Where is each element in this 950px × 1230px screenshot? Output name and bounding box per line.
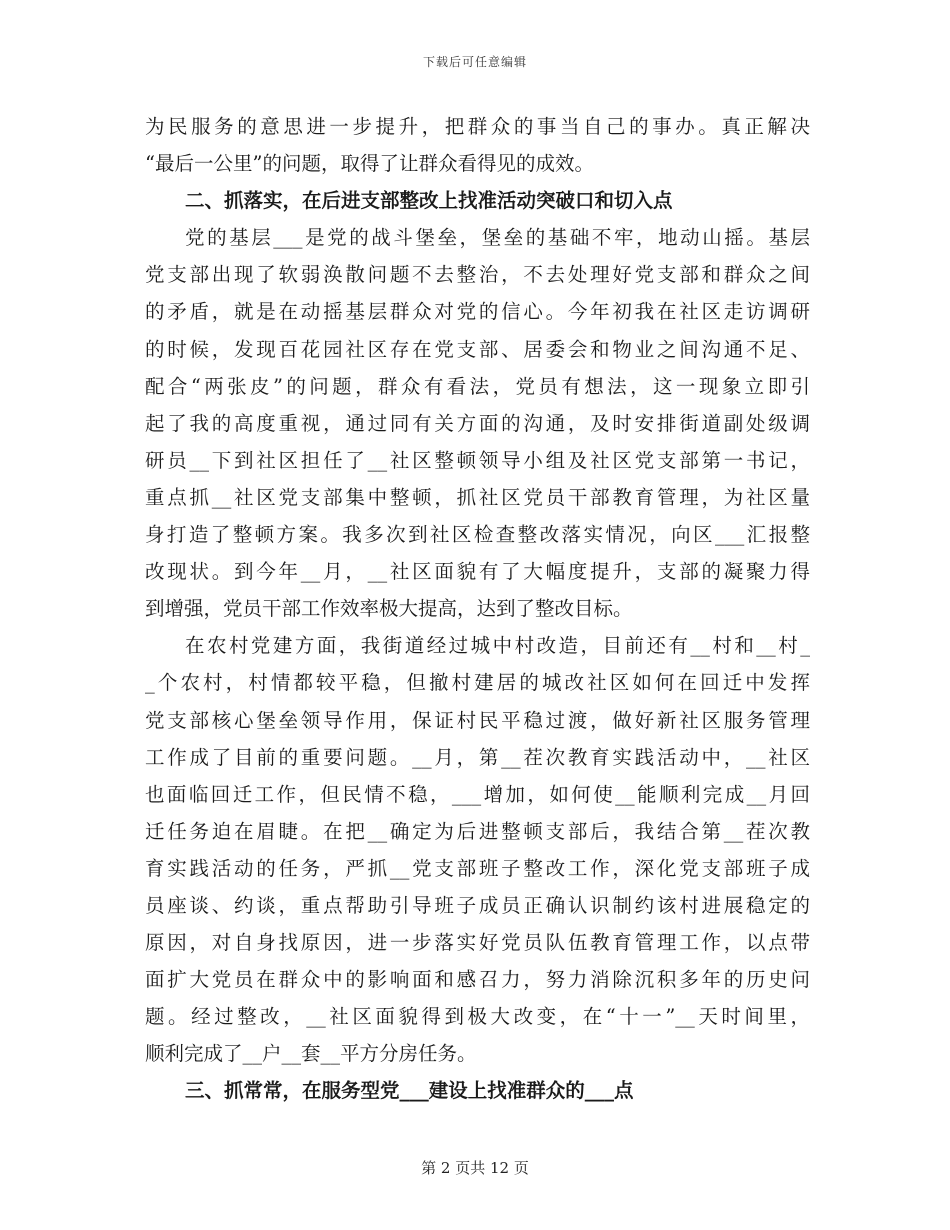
text-line: 员座谈、约谈，重点帮助引导班子成员正确认识制约该村进展稳定的 (145, 893, 810, 917)
text-line: 配合“两张皮”的问题，群众有看法，党员有想法，这一现象立即引 (145, 374, 810, 398)
text-line: 顺利完成了__户__套__平方分房任务。 (145, 1042, 477, 1066)
text-line: 的矛盾，就是在动摇基层群众对党的信心。今年初我在社区走访调研 (145, 300, 810, 324)
text-line: 党支部核心堡垒领导作用，保证村民平稳过渡，做好新社区服务管理 (145, 708, 810, 732)
text-line: “最后一公里”的问题，取得了让群众看得见的成效。 (145, 152, 594, 176)
section-heading-2: 二、抓落实，在后进支部整改上找准活动突破口和切入点 (185, 189, 673, 213)
text-line: 重点抓__社区党支部集中整顿，抓社区党员干部教育管理，为社区量 (145, 485, 810, 509)
text-line: 工作成了目前的重要问题。__月，第__茬次教育实践活动中，__社区 (145, 745, 810, 769)
text-line: 也面临回迁工作，但民情不稳，___增加，如何使__能顺利完成__月回 (145, 782, 810, 806)
text-line: 为民服务的意思进一步提升，把群众的事当自己的事办。真正解决 (145, 115, 810, 138)
document-body (145, 108, 810, 1110)
paragraph-grassroots (145, 219, 810, 627)
text-line: 迁任务迫在眉睫。在把__确定为后进整顿支部后，我结合第__茬次教 (145, 819, 810, 843)
text-line: 党的基层___是党的战斗堡垒，堡垒的基础不牢，地动山摇。基层 (185, 226, 810, 250)
text-line: 育实践活动的任务，严抓__党支部班子整改工作，深化党支部班子成 (145, 856, 810, 880)
text-line: 面扩大党员在群众中的影响面和感召力，努力消除沉积多年的历史问 (145, 968, 810, 992)
page-number-footer: 第 2 页共 12 页 (421, 1159, 529, 1177)
text-line: 党支部出现了软弱涣散问题不去整治，不去处理好党支部和群众之间 (145, 263, 810, 287)
page-header: 下载后可任意编辑 (422, 55, 527, 69)
paragraph-rural (145, 627, 810, 1072)
section-heading-3: 三、抓常常，在服务型党___建设上找准群众的___点 (185, 1079, 634, 1103)
text-line: 原因，对自身找原因，进一步落实好党员队伍教育管理工作，以点带 (145, 931, 810, 955)
text-line: 身打造了整顿方案。我多次到社区检查整改落实情况，向区___汇报整 (145, 523, 810, 547)
text-line: 题。经过整改，__社区面貌得到极大改变，在“十一”__天时间里， (145, 1005, 810, 1029)
text-line: 起了我的高度重视，通过同有关方面的沟通，及时安排街道副处级调 (145, 411, 810, 435)
text-line: _个农村，村情都较平稳，但撤村建居的城改社区如何在回迁中发挥 (145, 671, 810, 695)
text-line: 的时候，发现百花园社区存在党支部、居委会和物业之间沟通不足、 (145, 337, 810, 361)
text-line: 在农村党建方面，我街道经过城中村改造，目前还有__村和__村_ (185, 634, 810, 658)
paragraph-continuation (145, 108, 810, 182)
text-line: 改现状。到今年__月，__社区面貌有了大幅度提升，支部的凝聚力得 (145, 560, 810, 584)
text-line: 研员__下到社区担任了__社区整顿领导小组及社区党支部第一书记， (145, 448, 810, 472)
text-line: 到增强，党员干部工作效率极大提高，达到了整改目标。 (145, 597, 633, 621)
